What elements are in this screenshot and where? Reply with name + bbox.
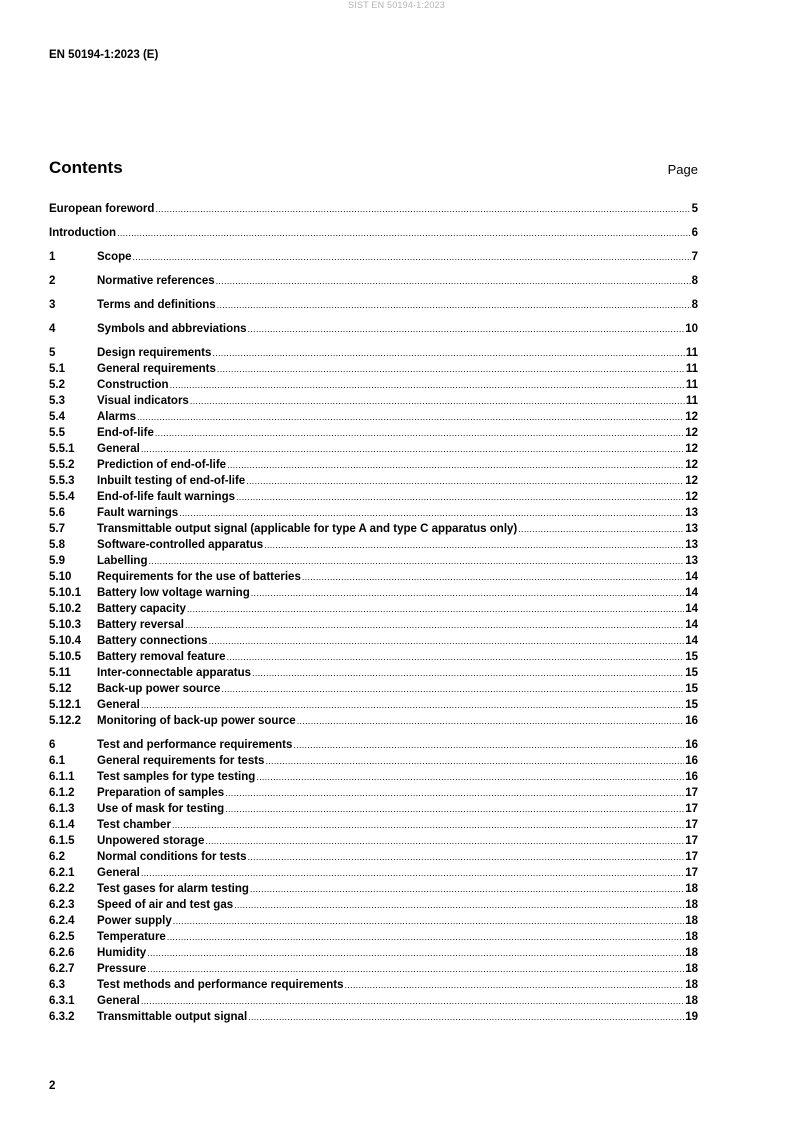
toc-dot-leader: [264, 537, 684, 553]
toc-entry-page: 12: [685, 443, 698, 455]
toc-entry[interactable]: [49, 753, 698, 769]
toc-entry-page: 11: [685, 379, 698, 391]
page-column-heading: Page: [667, 162, 698, 177]
toc-entry-title: Battery low voltage warning: [97, 587, 250, 599]
toc-dot-leader: [185, 617, 684, 633]
toc-entry-number: 5.5: [49, 427, 65, 439]
toc-entry-number: 5.5.3: [49, 475, 75, 487]
toc-entry-title: Back-up power source: [97, 683, 221, 695]
toc-dot-leader: [167, 929, 684, 945]
toc-entry-page: 18: [685, 899, 698, 911]
toc-entry[interactable]: [49, 697, 698, 713]
toc-entry[interactable]: [49, 505, 698, 521]
toc-entry-page: 8: [691, 299, 698, 311]
toc-entry-title: Unpowered storage: [97, 835, 205, 847]
toc-entry-page: 17: [685, 803, 698, 815]
toc-dot-leader: [248, 321, 685, 337]
toc-entry-number: 5.10.5: [49, 651, 81, 663]
toc-dot-leader: [141, 993, 684, 1009]
toc-entry-title: Labelling: [97, 555, 148, 567]
toc-entry-title: General requirements for tests: [97, 755, 265, 767]
watermark: SIST EN 50194-1:2023: [348, 0, 445, 10]
toc-entry-page: 13: [685, 555, 698, 567]
toc-dot-leader: [221, 681, 684, 697]
toc-entry-page: 13: [685, 539, 698, 551]
toc-entry-number: 6.3.1: [49, 995, 75, 1007]
toc-entry-page: 14: [685, 603, 698, 615]
toc-entry-number: 6.1.2: [49, 787, 75, 799]
toc-entry-page: 16: [685, 771, 698, 783]
toc-entry-page: 18: [685, 947, 698, 959]
toc-entry-number: 5.10.1: [49, 587, 81, 599]
toc-entry-number: 5.10: [49, 571, 72, 583]
toc-entry-number: 6: [49, 739, 56, 751]
toc-entry-title: Battery reversal: [97, 619, 184, 631]
toc-entry-number: 5.5.4: [49, 491, 75, 503]
toc-entry-title: Battery connections: [97, 635, 208, 647]
toc-entry-number: 5.12.1: [49, 699, 81, 711]
toc-entry-page: 16: [685, 755, 698, 767]
toc-dot-leader: [302, 569, 684, 585]
toc-entry-number: 6.2.3: [49, 899, 75, 911]
toc-entry[interactable]: [49, 553, 698, 569]
toc-entry-number: 5.2: [49, 379, 65, 391]
toc-dot-leader: [217, 297, 691, 313]
toc-entry[interactable]: [49, 361, 698, 377]
toc-entry-title: General: [97, 867, 140, 879]
toc-entry[interactable]: [49, 441, 698, 457]
toc-entry[interactable]: [49, 321, 698, 337]
toc-dot-leader: [205, 833, 684, 849]
toc-entry-number: 6.2.4: [49, 915, 75, 927]
toc-entry-page: 15: [685, 683, 698, 695]
footer-page-number: 2: [49, 1080, 56, 1092]
toc-entry-number: 5.5.2: [49, 459, 75, 471]
toc-entry-number: 5.11: [49, 667, 71, 679]
toc-entry-page: 14: [685, 619, 698, 631]
toc-dot-leader: [117, 225, 691, 241]
toc-entry-title: Requirements for the use of batteries: [97, 571, 301, 583]
toc-dot-leader: [141, 441, 684, 457]
toc-entry-page: 15: [685, 699, 698, 711]
toc-dot-leader: [137, 409, 684, 425]
toc-entry-title: Pressure: [97, 963, 147, 975]
toc-entry[interactable]: [49, 929, 698, 945]
toc-entry[interactable]: [49, 881, 698, 897]
toc-entry-page: 17: [685, 851, 698, 863]
toc-entry[interactable]: [49, 345, 698, 361]
toc-entry-page: 18: [685, 995, 698, 1007]
toc-dot-leader: [227, 457, 684, 473]
toc-entry-number: 2: [49, 275, 56, 287]
toc-entry[interactable]: [49, 377, 698, 393]
toc-entry[interactable]: [49, 833, 698, 849]
toc-dot-leader: [248, 849, 685, 865]
toc-entry[interactable]: [49, 473, 698, 489]
toc-entry[interactable]: [49, 865, 698, 881]
toc-dot-leader: [293, 737, 684, 753]
toc-entry-page: 7: [691, 251, 698, 263]
toc-entry-page: 14: [685, 635, 698, 647]
toc-entry-number: 5.6: [49, 507, 65, 519]
toc-entry-page: 16: [685, 739, 698, 751]
toc-entry-title: Software-controlled apparatus: [97, 539, 264, 551]
toc-entry[interactable]: [49, 977, 698, 993]
toc-entry-title: Normative references: [97, 275, 215, 287]
toc-dot-leader: [225, 801, 684, 817]
toc-entry-title: Inter-connectable apparatus: [97, 667, 252, 679]
toc-dot-leader: [148, 553, 684, 569]
toc-dot-leader: [226, 649, 684, 665]
toc-entry-number: 5.4: [49, 411, 65, 423]
toc-entry-page: 10: [685, 323, 698, 335]
toc-entry-title: Test and performance requirements: [97, 739, 293, 751]
toc-entry-title: Humidity: [97, 947, 147, 959]
toc-entry-title: Test methods and performance requirements: [97, 979, 344, 991]
toc-entry-page: 14: [685, 587, 698, 599]
toc-entry-title: Symbols and abbreviations: [97, 323, 247, 335]
toc-entry-number: 6.2: [49, 851, 65, 863]
toc-entry-number: 3: [49, 299, 56, 311]
toc-entry-number: 4: [49, 323, 56, 335]
toc-entry[interactable]: [49, 585, 698, 601]
toc-entry-title: Normal conditions for tests: [97, 851, 247, 863]
toc-entry-title: Use of mask for testing: [97, 803, 225, 815]
toc-entry[interactable]: [49, 649, 698, 665]
toc-entry-title: Alarms: [97, 411, 136, 423]
toc-entry-title: Speed of air and test gas: [97, 899, 234, 911]
toc-entry-title: Monitoring of back-up power source: [97, 715, 296, 727]
toc-entry[interactable]: [49, 681, 698, 697]
toc-entry-number: 1: [49, 251, 56, 263]
toc-dot-leader: [236, 489, 684, 505]
toc-entry-page: 15: [685, 667, 698, 679]
toc-dot-leader: [256, 769, 684, 785]
toc-entry[interactable]: [49, 785, 698, 801]
toc-dot-leader: [170, 377, 685, 393]
toc-entry-number: 5: [49, 347, 56, 359]
toc-dot-leader: [133, 249, 691, 265]
toc-entry[interactable]: [49, 945, 698, 961]
toc-entry-page: 11: [685, 363, 698, 375]
toc-entry[interactable]: [49, 665, 698, 681]
toc-entry-number: 6.2.7: [49, 963, 75, 975]
toc-entry-page: 16: [685, 715, 698, 727]
toc-entry-number: 5.12: [49, 683, 72, 695]
toc-entry-number: 5.3: [49, 395, 65, 407]
toc-entry-title: Scope: [97, 251, 132, 263]
toc-dot-leader: [217, 361, 685, 377]
toc-dot-leader: [147, 945, 684, 961]
toc-dot-leader: [250, 881, 684, 897]
toc-dot-leader: [155, 425, 684, 441]
toc-entry-title: General: [97, 995, 140, 1007]
toc-dot-leader: [252, 665, 684, 681]
toc-entry-number: 5.12.2: [49, 715, 81, 727]
toc-entry-title: Test samples for type testing: [97, 771, 256, 783]
toc-dot-leader: [251, 585, 684, 601]
toc-entry-page: 18: [685, 915, 698, 927]
toc-entry[interactable]: [49, 393, 698, 409]
toc-entry-number: 6.1: [49, 755, 65, 767]
toc-entry-title: Terms and definitions: [97, 299, 216, 311]
toc-entry-number: 6.1.4: [49, 819, 75, 831]
toc-entry[interactable]: [49, 617, 698, 633]
toc-entry[interactable]: [49, 633, 698, 649]
toc-entry-page: 13: [685, 507, 698, 519]
contents-heading: Contents: [49, 158, 123, 177]
toc-dot-leader: [209, 633, 685, 649]
toc-entry[interactable]: [49, 569, 698, 585]
toc-entry[interactable]: [49, 737, 698, 753]
toc-entry[interactable]: [49, 769, 698, 785]
toc-entry[interactable]: [49, 849, 698, 865]
toc-entry-title: Power supply: [97, 915, 172, 927]
toc-entry-page: 14: [685, 571, 698, 583]
toc-entry-number: 6.1.3: [49, 803, 75, 815]
toc-entry-number: 6.2.6: [49, 947, 75, 959]
toc-entry[interactable]: [49, 457, 698, 473]
toc-entry-number: 6.3.2: [49, 1011, 75, 1023]
toc-entry-page: 12: [685, 475, 698, 487]
toc-dot-leader: [246, 473, 684, 489]
toc-dot-leader: [297, 713, 685, 729]
toc-entry-number: 6.1.1: [49, 771, 75, 783]
toc-entry-title: Fault warnings: [97, 507, 179, 519]
toc-dot-leader: [173, 913, 684, 929]
toc-entry-page: 12: [685, 459, 698, 471]
toc-entry-title: European foreword: [49, 203, 155, 215]
toc-entry-page: 11: [685, 347, 698, 359]
document-id: EN 50194-1:2023 (E): [49, 49, 159, 61]
toc-entry-number: 6.2.1: [49, 867, 75, 879]
toc-dot-leader: [344, 977, 684, 993]
toc-entry-number: 6.2.5: [49, 931, 75, 943]
toc-entry-number: 6.2.2: [49, 883, 75, 895]
toc-entry-page: 13: [685, 523, 698, 535]
toc-entry-number: 5.1: [49, 363, 65, 375]
toc-entry[interactable]: [49, 489, 698, 505]
toc-entry-number: 5.5.1: [49, 443, 75, 455]
toc-entry-number: 5.10.4: [49, 635, 81, 647]
toc-dot-leader: [172, 817, 684, 833]
toc-entry-page: 18: [685, 883, 698, 895]
toc-entry-page: 18: [685, 963, 698, 975]
toc-entry-title: Construction: [97, 379, 169, 391]
toc-entry[interactable]: [49, 297, 698, 313]
toc-entry-page: 8: [691, 275, 698, 287]
toc-entry-page: 6: [691, 227, 698, 239]
toc-entry-page: 17: [685, 819, 698, 831]
toc-dot-leader: [155, 201, 690, 217]
toc-entry-page: 17: [685, 867, 698, 879]
toc-entry[interactable]: [49, 225, 698, 241]
toc-entry[interactable]: [49, 961, 698, 977]
toc-dot-leader: [212, 345, 684, 361]
toc-entry-title: General: [97, 699, 140, 711]
toc-dot-leader: [147, 961, 684, 977]
toc-dot-leader: [518, 521, 684, 537]
toc-entry[interactable]: [49, 249, 698, 265]
toc-entry[interactable]: [49, 201, 698, 217]
toc-entry-page: 18: [685, 931, 698, 943]
toc-dot-leader: [248, 1009, 684, 1025]
toc-entry-number: 5.8: [49, 539, 65, 551]
toc-entry-title: General requirements: [97, 363, 216, 375]
toc-entry-number: 5.7: [49, 523, 65, 535]
toc-entry-page: 5: [691, 203, 698, 215]
toc-entry-number: 5.10.2: [49, 603, 81, 615]
toc-entry-title: General: [97, 443, 140, 455]
toc-dot-leader: [225, 785, 684, 801]
toc-dot-leader: [190, 393, 685, 409]
toc-entry[interactable]: [49, 817, 698, 833]
toc-entry-number: 6.3: [49, 979, 65, 991]
toc-entry-page: 11: [685, 395, 698, 407]
toc-dot-leader: [141, 865, 684, 881]
toc-entry-page: 12: [685, 491, 698, 503]
toc-entry-title: Design requirements: [97, 347, 212, 359]
toc-entry-title: Introduction: [49, 227, 117, 239]
toc-dot-leader: [187, 601, 684, 617]
toc-entry[interactable]: [49, 913, 698, 929]
toc-entry-title: Prediction of end-of-life: [97, 459, 227, 471]
toc-entry[interactable]: [49, 273, 698, 289]
toc-entry[interactable]: [49, 601, 698, 617]
toc-entry-page: 17: [685, 787, 698, 799]
toc-entry-title: End-of-life: [97, 427, 154, 439]
toc-dot-leader: [234, 897, 684, 913]
toc-entry[interactable]: [49, 1009, 698, 1025]
toc-entry-page: 12: [685, 427, 698, 439]
toc-entry-title: Test gases for alarm testing: [97, 883, 249, 895]
toc-entry-title: Preparation of samples: [97, 787, 225, 799]
toc-entry-number: 5.9: [49, 555, 65, 567]
toc-dot-leader: [216, 273, 691, 289]
toc-dot-leader: [265, 753, 684, 769]
toc-entry-title: Temperature: [97, 931, 166, 943]
toc-entry[interactable]: [49, 993, 698, 1009]
toc-entry[interactable]: [49, 409, 698, 425]
toc-entry-page: 18: [685, 979, 698, 991]
toc-entry-title: Battery removal feature: [97, 651, 226, 663]
toc-entry-number: 5.10.3: [49, 619, 81, 631]
toc-entry[interactable]: [49, 537, 698, 553]
toc-entry-page: 15: [685, 651, 698, 663]
table-of-contents: [49, 201, 698, 1025]
toc-dot-leader: [141, 697, 684, 713]
toc-entry-title: Inbuilt testing of end-of-life: [97, 475, 246, 487]
toc-dot-leader: [179, 505, 684, 521]
toc-entry-title: End-of-life fault warnings: [97, 491, 235, 503]
toc-entry[interactable]: [49, 801, 698, 817]
toc-entry[interactable]: [49, 521, 698, 537]
toc-entry-title: Visual indicators: [97, 395, 189, 407]
toc-entry-page: 17: [685, 835, 698, 847]
toc-entry-page: 19: [685, 1011, 698, 1023]
toc-entry-title: Test chamber: [97, 819, 171, 831]
toc-entry-title: Transmittable output signal (applicable for type A and type C apparatus only): [97, 523, 518, 535]
toc-entry-title: Transmittable output signal: [97, 1011, 248, 1023]
toc-entry-title: Battery capacity: [97, 603, 186, 615]
toc-entry[interactable]: [49, 425, 698, 441]
toc-entry-number: 6.1.5: [49, 835, 75, 847]
toc-entry-page: 12: [685, 411, 698, 423]
toc-entry[interactable]: [49, 713, 698, 729]
toc-entry[interactable]: [49, 897, 698, 913]
